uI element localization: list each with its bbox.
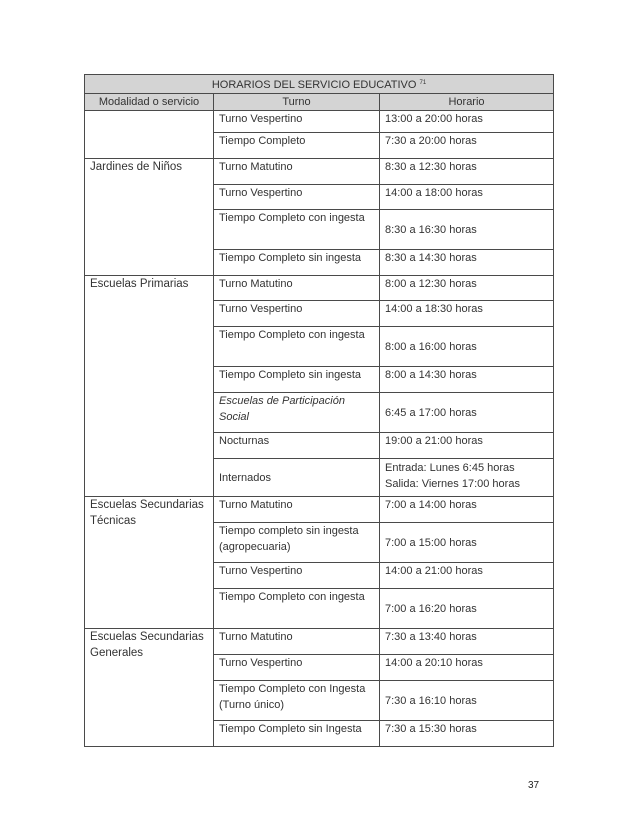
horario-cell: 19:00 a 21:00 horas: [380, 433, 554, 459]
horario-cell: 14:00 a 18:30 horas: [380, 301, 554, 327]
table-row: [85, 111, 554, 133]
table-title-row: [85, 75, 554, 94]
horario-cell: 7:00 a 14:00 horas: [380, 497, 554, 523]
table-row: [85, 497, 554, 523]
horario-cell: 14:00 a 20:10 horas: [380, 655, 554, 681]
header-horario: Horario: [380, 94, 554, 111]
horario-cell: 7:30 a 13:40 horas: [380, 629, 554, 655]
turno-cell: Turno Matutino: [214, 629, 380, 655]
table-title: [85, 75, 554, 94]
turno-cell: Escuelas de Participación Social: [214, 393, 380, 433]
turno-cell: Turno Vespertino: [214, 185, 380, 210]
horario-line: Entrada: Lunes 6:45 horas: [385, 462, 515, 474]
horario-cell: 8:30 a 16:30 horas: [380, 210, 554, 250]
horario-cell: 13:00 a 20:00 horas: [380, 111, 554, 133]
modalidad-cell: Escuelas Primarias: [85, 276, 214, 497]
turno-cell: Turno Vespertino: [214, 301, 380, 327]
turno-cell: Turno Matutino: [214, 276, 380, 301]
turno-cell: Tiempo Completo con ingesta: [214, 210, 380, 250]
horario-cell: 8:00 a 12:30 horas: [380, 276, 554, 301]
horario-cell: 8:30 a 14:30 horas: [380, 250, 554, 276]
turno-cell: Internados: [214, 459, 380, 497]
header-modalidad: Modalidad o servicio: [85, 94, 214, 111]
turno-cell: Turno Vespertino: [214, 111, 380, 133]
footnote-ref: 71: [419, 80, 427, 86]
turno-cell: Turno Matutino: [214, 497, 380, 523]
turno-cell: Turno Vespertino: [214, 563, 380, 589]
horario-cell: 8:00 a 16:00 horas: [380, 327, 554, 367]
schedule-table: [84, 74, 554, 747]
turno-cell: Nocturnas: [214, 433, 380, 459]
table-row: [85, 159, 554, 185]
turno-cell: Tiempo Completo sin Ingesta: [214, 721, 380, 747]
horario-cell: [380, 459, 554, 497]
modalidad-cell: Escuelas Secundarias Técnicas: [85, 497, 214, 629]
table-title-text: HORARIOS DEL SERVICIO EDUCATIVO: [211, 79, 417, 91]
turno-cell: Tiempo Completo con Ingesta (Turno único): [214, 681, 380, 721]
turno-cell: Turno Vespertino: [214, 655, 380, 681]
horario-cell: 6:45 a 17:00 horas: [380, 393, 554, 433]
modalidad-cell: Escuelas Secundarias Generales: [85, 629, 214, 747]
horario-cell: 7:30 a 15:30 horas: [380, 721, 554, 747]
turno-cell: Tiempo Completo con ingesta: [214, 589, 380, 629]
horario-cell: 8:30 a 12:30 horas: [380, 159, 554, 185]
horario-line: Salida: Viernes 17:00 horas: [385, 478, 520, 490]
header-turno: Turno: [214, 94, 380, 111]
horario-cell: 7:30 a 16:10 horas: [380, 681, 554, 721]
modalidad-cell: Jardines de Niños: [85, 159, 214, 276]
horario-cell: 14:00 a 21:00 horas: [380, 563, 554, 589]
turno-cell: Tiempo Completo: [214, 133, 380, 159]
turno-cell: Tiempo Completo sin ingesta: [214, 367, 380, 393]
horario-cell: 8:00 a 14:30 horas: [380, 367, 554, 393]
turno-cell: Tiempo Completo con ingesta: [214, 327, 380, 367]
turno-cell: Tiempo completo sin ingesta (agropecuaria): [214, 523, 380, 563]
modalidad-cell: [85, 111, 214, 159]
table-row: [85, 276, 554, 301]
turno-cell: Turno Matutino: [214, 159, 380, 185]
horario-cell: 7:00 a 16:20 horas: [380, 589, 554, 629]
turno-cell: Tiempo Completo sin ingesta: [214, 250, 380, 276]
table-header-row: [85, 94, 554, 111]
horario-cell: 14:00 a 18:00 horas: [380, 185, 554, 210]
page-number: 37: [528, 780, 540, 791]
horario-cell: 7:00 a 15:00 horas: [380, 523, 554, 563]
horario-cell: 7:30 a 20:00 horas: [380, 133, 554, 159]
table-row: [85, 629, 554, 655]
